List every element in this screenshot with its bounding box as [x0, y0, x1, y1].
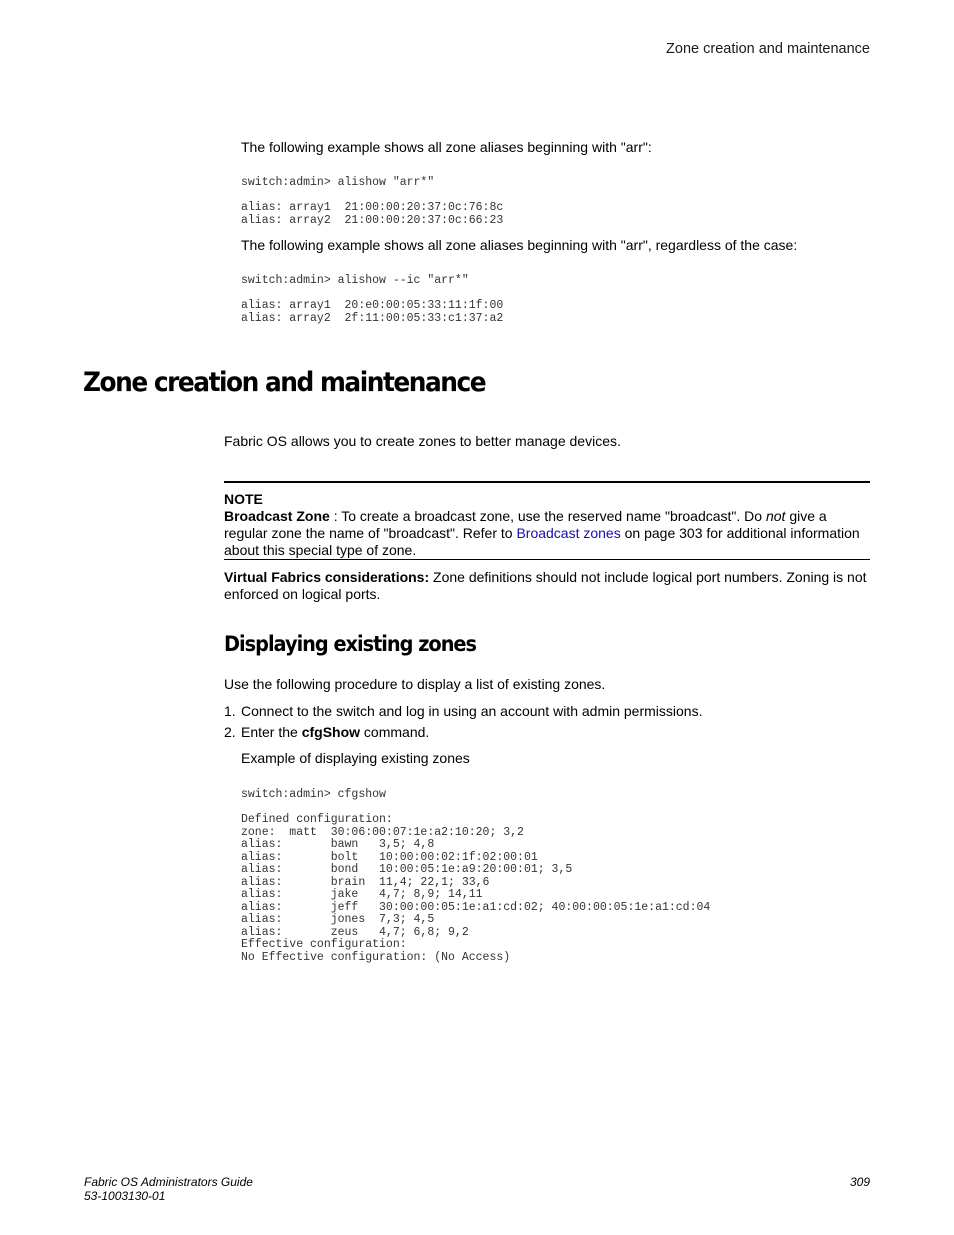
running-header: Zone creation and maintenance — [666, 41, 870, 57]
intro-paragraph-2: The following example shows all zone aliases beginning with "arr", regardless of the case: — [241, 237, 798, 253]
footer-doc-info — [84, 1175, 253, 1203]
step-2 — [224, 724, 429, 741]
footer-page-number: 309 — [849, 1175, 870, 1189]
section-intro: Fabric OS allows you to create zones to better manage devices. — [224, 433, 621, 449]
note-box — [224, 491, 870, 559]
example-caption: Example of displaying existing zones — [241, 750, 470, 766]
step-2-number: 2. — [224, 724, 236, 740]
note-text-1: : To create a broadcast zone, use the reserved name "broadcast". Do — [329, 508, 766, 524]
note-bottom-rule — [224, 559, 870, 560]
vf-considerations — [224, 569, 870, 603]
note-body — [224, 508, 870, 559]
code-example-alishow: switch:admin> alishow "arr*" alias: array1 21:00:00:20:37:0c:76:8c alias: array2 21:00:00:20:37:0c:66:23 — [241, 176, 504, 227]
note-emphasis: not — [765, 508, 786, 524]
subsection-intro: Use the following procedure to display a list of existing zones. — [224, 676, 606, 692]
vf-text: Zone definitions should not include logical port numbers. Zoning is not enforced on logical ports. — [224, 569, 867, 602]
code-example-cfgshow: switch:admin> cfgshow Defined configuration: zone: matt 30:06:00:07:1e:a2:10:20; 3,2 alias: bawn 3,5; 4,8 alias: bolt 10:00:00:02:1f:02:00:01 alias: bond 10:00:05:1e:a9:20:00:01; 3,5 alias: brain 11,4; 22,1; 33,6 alias: jake 4,7; 8,9; 14,11 alias: jeff 30:00:00:05:1e:a1:cd:02; 40:00:00:05:1e:a1:cd:04 alias: jones 7,3; 4,5 alias: zeus 4,7; 6,8; 9,2 Effective configuration: No Effective configuration: (No Access) — [241, 788, 711, 964]
subsection-title: Displaying existing zones — [224, 632, 477, 656]
intro-paragraph-1: The following example shows all zone aliases beginning with "arr": — [241, 139, 652, 155]
footer-doc-title: Fabric OS Administrators Guide — [84, 1175, 253, 1189]
step-1-number: 1. — [224, 703, 236, 719]
step-2-text-pre: Enter the — [241, 724, 302, 740]
note-label: NOTE — [224, 491, 263, 507]
step-2-text-post: command. — [360, 724, 430, 740]
vf-bold-lead: Virtual Fabrics considerations: — [224, 569, 430, 585]
code-example-alishow-ic: switch:admin> alishow --ic "arr*" alias: array1 20:e0:00:05:33:11:1f:00 alias: array2 2f:11:00:05:33:c1:37:a2 — [241, 274, 504, 325]
step-1-text: Connect to the switch and log in using an account with admin permissions. — [241, 703, 703, 719]
cfgshow-command: cfgShow — [301, 724, 361, 740]
note-text-3: on page 303 for additional information about this special type of zone. — [224, 525, 860, 558]
broadcast-zones-link[interactable]: Broadcast zones — [516, 525, 621, 541]
footer-doc-number: 53-1003130-01 — [84, 1189, 166, 1203]
section-title: Zone creation and maintenance — [83, 367, 486, 398]
note-top-rule — [224, 481, 870, 483]
note-text-2: give a regular zone the name of "broadcast". Refer to — [224, 508, 827, 541]
step-1 — [224, 703, 702, 720]
note-bold-lead: Broadcast Zone — [224, 508, 330, 524]
